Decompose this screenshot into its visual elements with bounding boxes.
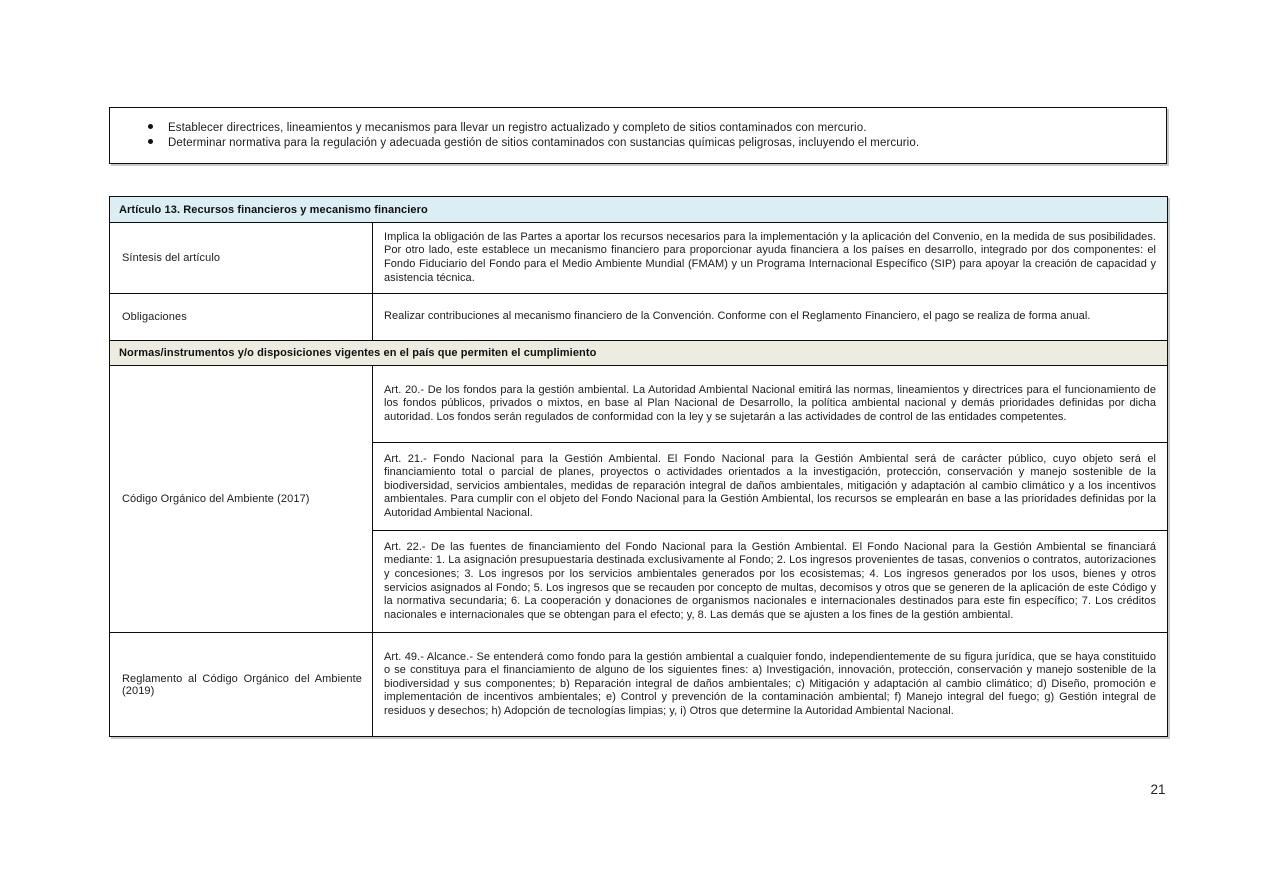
table-row [110, 294, 1168, 341]
table-row [110, 223, 1168, 294]
list-item [148, 121, 1152, 136]
normas-header: Normas/instrumentos y/o disposiciones vigentes en el país que permiten el cumplimiento [110, 341, 1168, 366]
table-row [110, 366, 1168, 443]
article-header: Artículo 13. Recursos financieros y mecanismo financiero [110, 197, 1168, 223]
sintesis-text: Implica la obligación de las Partes a aportar los recursos necesarios para la implementación y la aplicación del Convenio, en la medida de sus posibilidades. Por otro lado, este establece un mecanismo financiero para proporcionar ayuda financiera a los países en desarrollo, integrado por dos componentes: el Fondo Fiduciario del Fondo para el Medio Ambiente Mundial (FMAM) y un Programa Internacional Específico (SIP) para apoyar la creación de capacidad y asistencia técnica. [373, 223, 1168, 294]
norma-article-22: Art. 22.- De las fuentes de financiamiento del Fondo Nacional para la Gestión Ambiental. El Fondo Nacional para la Gestión Ambiental se financiará mediante: 1. La asignación presupuestaria destinada exclusivamente al Fondo; 2. Los ingresos provenientes de tasas, convenios o contratos, autorizaciones y concesiones; 3. Los ingresos por los servicios ambientales generados por los ecosistemas; 4. Los ingresos generados por los usos, bienes y otros servicios asignados al Fondo; 5. Los ingresos que se recauden por concepto de multas, decomisos y otros que se generen de la aplicación de este Código y la normativa secundaria; 6. La cooperación y donaciones de organismos nacionales e internacionales destinados para este fin específico; 7. Los créditos nacionales e internacionales que se obtengan para el efecto; y, 8. Las demás que se ajusten a los fines de la gestión ambiental. [373, 531, 1168, 633]
table-row [110, 197, 1168, 223]
intro-bullet-list [148, 121, 1152, 151]
list-item [148, 136, 1152, 151]
bullet-text: Establecer directrices, lineamientos y mecanismos para llevar un registro actualizado y completo de sitios contaminados con mercurio. [168, 121, 867, 134]
norma-article-20: Art. 20.- De los fondos para la gestión ambiental. La Autoridad Ambiental Nacional emitirá las normas, lineamientos y directrices para el funcionamiento de los fondos públicos, privados o mixtos, en base al Plan Nacional de Desarrollo, la política ambiental nacional y demás prioridades definidas por dicha autoridad. Los fondos serán regulados de conformidad con la ley y se sujetarán a las actividades de control de las entidades competentes. [373, 366, 1168, 443]
norma-article-21: Art. 21.- Fondo Nacional para la Gestión Ambiental. El Fondo Nacional para la Gestión Ambiental será de carácter público, cuyo objeto será el financiamiento total o parcial de planes, proyectos o actividades orientados a la investigación, protección, conservación y manejo sostenible de la biodiversidad, servicios ambientales, medidas de reparación integral de daños ambientales, mitigación y adaptación al cambio climático y a los incentivos ambientales. Para cumplir con el objeto del Fondo Nacional para la Gestión Ambiental, los recursos se emplearán en base a las prioridades definidas por la Autoridad Ambiental Nacional. [373, 443, 1168, 531]
norma-source-coa: Código Orgánico del Ambiente (2017) [110, 366, 373, 633]
bullet-dot-icon [148, 139, 153, 144]
obligaciones-text: Realizar contribuciones al mecanismo financiero de la Convención. Conforme con el Reglamento Financiero, el pago se realiza de forma anual. [373, 294, 1168, 341]
intro-bullet-box [109, 107, 1167, 164]
article-13-table [109, 196, 1168, 737]
bullet-dot-icon [148, 124, 153, 129]
table-row [110, 341, 1168, 366]
page-number: 21 [1150, 782, 1166, 797]
norma-article-49: Art. 49.- Alcance.- Se entenderá como fondo para la gestión ambiental a cualquier fondo, independientemente de su figura jurídica, que se haya constituido o se constituya para el financiamiento de alguno de los siguientes fines: a) Investigación, innovación, protección, conservación y manejo sostenible de la biodiversidad y sus componentes; b) Reparación integral de daños ambientales; c) Mitigación y adaptación al cambio climático; d) Diseño, promoción e implementación de incentivos ambientales; e) Control y prevención de la contaminación ambiental; f) Manejo integral del fuego; g) Gestión integral de residuos y desechos; h) Adopción de tecnologías limpias; y, i) Otros que determine la Autoridad Ambiental Nacional. [373, 633, 1168, 737]
bullet-text: Determinar normativa para la regulación y adecuada gestión de sitios contaminados con sustancias químicas peligrosas, incluyendo el mercurio. [168, 136, 920, 149]
sintesis-label: Síntesis del artículo [110, 223, 373, 294]
norma-source-reglamento: Reglamento al Código Orgánico del Ambiente (2019) [110, 633, 373, 737]
obligaciones-label: Obligaciones [110, 294, 373, 341]
table-row [110, 633, 1168, 737]
